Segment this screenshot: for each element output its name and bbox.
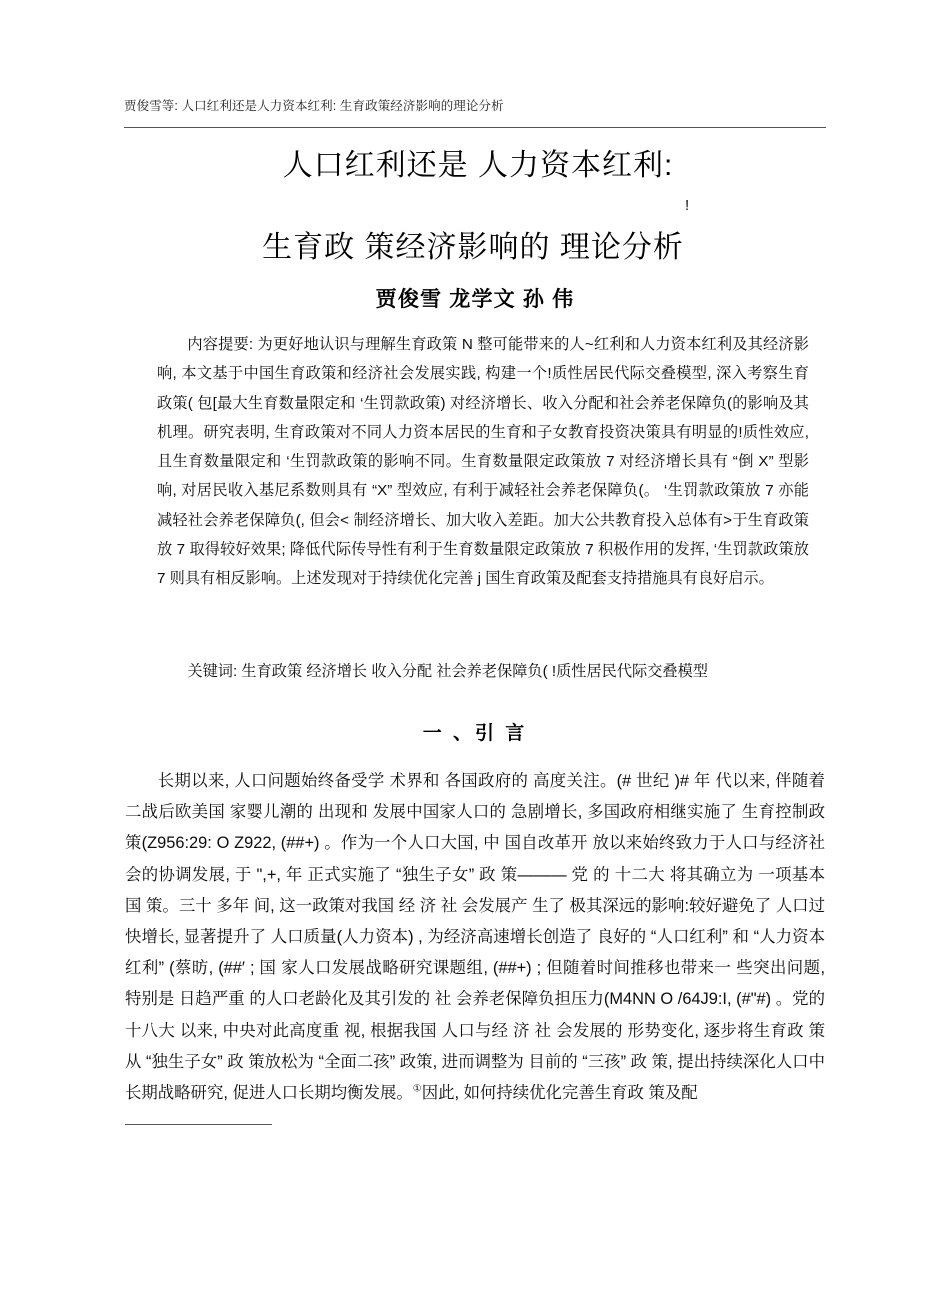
author-list: 贾俊雪 龙学文 孙 伟	[375, 288, 575, 311]
title-line-1: 人口红利还是 人力资本红利:	[282, 149, 674, 182]
body-paragraph-1-part1: 长期以来, 人口问题始终备受学 术界和 各国政府的 高度关注。(# 世纪 )# 年 代以来, 伴随着二战后欧美国 家婴儿潮的 出现和 发展中国家人口的 急剧增长, 多国政府相继实施了 生育控制政策(Z956:29: O Z922, (##+) 。作为一个人口大国, 中 国自改革开 放以来始终致力于人口与经济社会的协调发展, 于 ",+, 年 正式实施了 “独生子女” 政 策——— 党 的 十二大 将其确立为 一项基本国 策。三十 多年 间, 这一政策对我国 经 济 社 会发展产 生了 极其深远的影响:较好避免了 人口过快增长, 显著提升了 人口质量(人力资本) , 为经济高速增长创造了 良好的 “人口红利” 和 “人力资本红利” (蔡昉, (##′ ; 国 家人口发展战略研究课题组, (##+) ; 但随着时间推移也带来一 些突出问题, 特别是 日趋严重 的人口老龄化及其引发的 社 会养老保障负担压力(M4NN O /64J9:I, (#"#) 。党的十八大 以来, 中央对此高度重 视, 根据我国 人口与经 济 社 会发展的 形势变化, 逐步将生育政 策从 “独生子女” 政 策放松为 “全面二孩” 政策, 进而调整为 目前的 “三孩” 政 策, 提出持续深化人口中 长期战略研究, 促进人口长期均衡发展。	[125, 772, 825, 1103]
stray-exclamation-artifact: !	[685, 197, 690, 214]
title-line-2: 生育政 策经济影响的 理论分析	[262, 230, 684, 264]
body-paragraph-1-part2: 因此, 如何持续优化完善生育政 策及配	[421, 1084, 698, 1103]
keywords-line: 关键词: 生育政策 经济增长 收入分配 社会养老保障负( !质性居民代际交叠模型	[187, 663, 708, 680]
section-heading-introduction: 一 、引 言	[422, 723, 528, 744]
article-title	[0, 150, 950, 263]
abstract-block	[157, 330, 809, 594]
body-content	[125, 766, 825, 1109]
footnote-separator-rule	[125, 1124, 272, 1125]
abstract-text: 内容提要: 为更好地认识与理解生育政策 N 整可能带来的人~红利和人力资本红利及其经济影响, 本文基于中国生育政策和经济社会发展实践, 构建一个!质性居民代际交叠模型, 深入考察生育政策( 包[最大生育数量限定和 ‘生罚款政策) 对经济增长、收入分配和社会养老保障负(的影响及其机理。研究表明, 生育政策对不同人力资本居民的生育和子女教育投资决策具有明显的!质性效应, 且生育数量限定和 ‘生罚款政策的影响不同。生育数量限定政策放 7 对经济增长具有 “倒 X” 型影响, 对居民收入基尼系数则具有 “X” 型效应, 有利于减轻社会养老保障负(。 ‘生罚款政策放 7 亦能减轻社会养老保障负(, 但会< 制经济增长、加大收入差距。加大公共教育投入总体有>于生育政策放 7 取得较好效果; 降低代际传导性有利于生育数量限定政策放 7 积极作用的发挥, ‘生罚款政策放 7 则具有相反影响。上述发现对于持续优化完善 j 国生育政策及配套支持措施具有良好启示。	[157, 336, 809, 588]
footnote-reference-marker[interactable]: ①	[412, 1083, 422, 1095]
running-header: 贾俊雪等: 人口红利还是人力资本红利: 生育政策经济影响的理论分析	[124, 99, 504, 113]
header-divider-rule	[124, 127, 826, 128]
title-spacer	[0, 182, 950, 218]
body-paragraph-1	[125, 766, 825, 1109]
